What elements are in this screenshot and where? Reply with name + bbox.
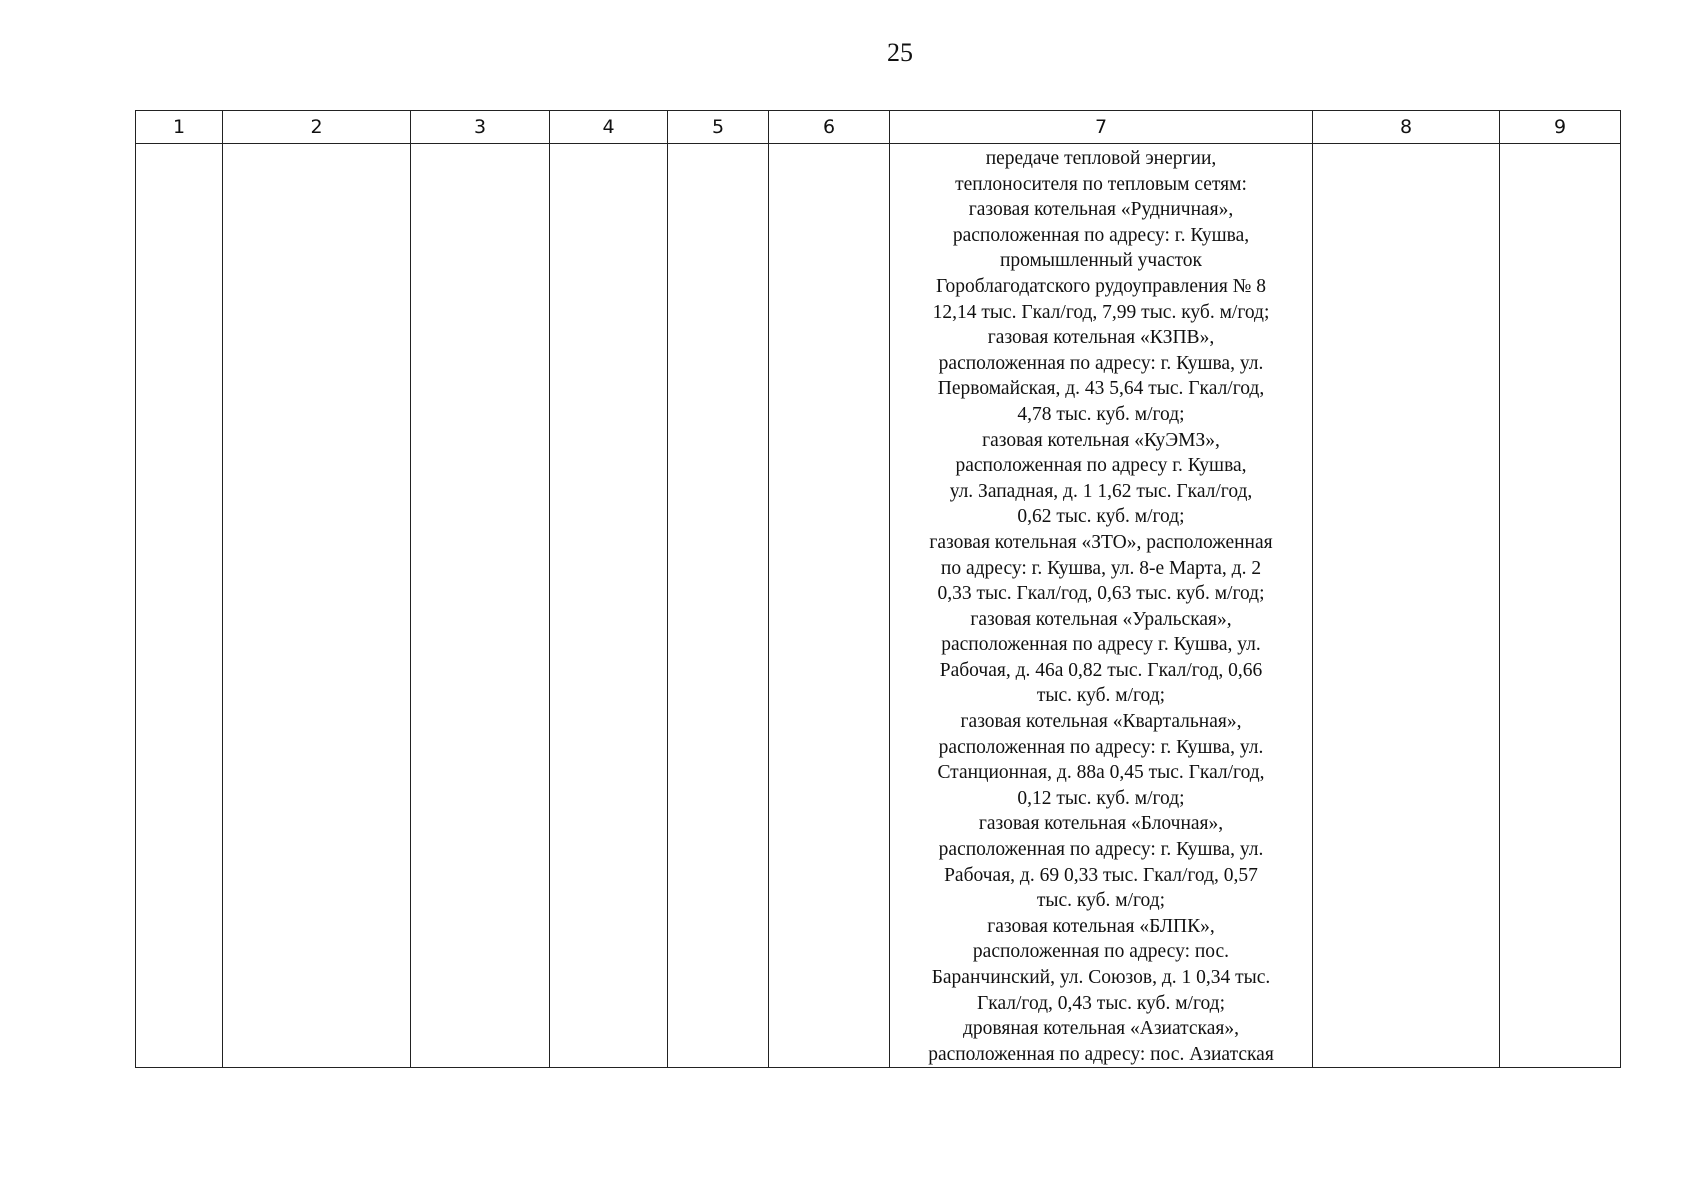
document-table [135, 110, 1621, 1068]
column-header-8: 8 [1313, 111, 1500, 144]
column-header-4: 4 [550, 111, 668, 144]
table-row [136, 144, 1621, 1068]
text-line: 0,12 тыс. куб. м/год; [1017, 787, 1185, 809]
text-line: Рабочая, д. 69 0,33 тыс. Гкал/год, 0,57 [944, 864, 1258, 886]
text-line: 12,14 тыс. Гкал/год, 7,99 тыс. куб. м/год; [932, 301, 1270, 323]
text-line: расположенная по адресу: пос. [972, 941, 1230, 963]
text-line: газовая котельная «БЛПК», [987, 915, 1215, 937]
column-header-5: 5 [668, 111, 769, 144]
text-line: газовая котельная «Уральская», [970, 608, 1232, 630]
table-cell-6 [769, 144, 890, 1068]
text-line: промышленный участок [999, 250, 1203, 272]
header-row [136, 111, 1621, 144]
column-header-2: 2 [223, 111, 411, 144]
text-line: газовая котельная «КуЭМЗ», [982, 429, 1220, 451]
boiler-list-text [890, 144, 1312, 1067]
text-line: Рабочая, д. 46а 0,82 тыс. Гкал/год, 0,66 [939, 659, 1263, 681]
text-line: тыс. куб. м/год; [1036, 890, 1166, 912]
text-line: расположенная по адресу: пос. Азиатская [928, 1043, 1274, 1065]
column-header-6: 6 [769, 111, 890, 144]
text-line: тыс. куб. м/год; [1036, 685, 1166, 707]
table-cell-8 [1313, 144, 1500, 1068]
text-line: расположенная по адресу г. Кушва, ул. [941, 634, 1261, 656]
text-line: ул. Западная, д. 1 1,62 тыс. Гкал/год, [949, 480, 1253, 502]
text-line: газовая котельная «ЗТО», расположенная [929, 531, 1273, 553]
text-line: 0,33 тыс. Гкал/год, 0,63 тыс. куб. м/год; [937, 583, 1265, 605]
text-line: газовая котельная «Рудничная», [968, 199, 1234, 221]
text-line: 0,62 тыс. куб. м/год; [1017, 506, 1185, 528]
column-header-1: 1 [136, 111, 223, 144]
table-cell-2 [223, 144, 411, 1068]
table-cell-4 [550, 144, 668, 1068]
page-number: 25 [887, 38, 913, 67]
table-cell-3 [411, 144, 550, 1068]
text-line: Станционная, д. 88а 0,45 тыс. Гкал/год, [937, 762, 1265, 784]
text-line: передаче тепловой энергии, [985, 148, 1217, 169]
text-line: Гороблагодатского рудоуправления № 8 [935, 275, 1266, 297]
text-line: теплоносителя по тепловым сетям: [955, 173, 1247, 195]
text-line: газовая котельная «Квартальная», [960, 711, 1242, 733]
text-line: расположенная по адресу г. Кушва, [955, 455, 1247, 477]
text-line: расположенная по адресу: г. Кушва, ул. [938, 352, 1264, 374]
text-line: газовая котельная «КЗПВ», [987, 327, 1215, 349]
text-line: по адресу: г. Кушва, ул. 8-е Марта, д. 2 [940, 557, 1262, 579]
text-line: расположенная по адресу: г. Кушва, [952, 224, 1250, 246]
text-line: Первомайская, д. 43 5,64 тыс. Гкал/год, [937, 378, 1265, 400]
table-cell-1 [136, 144, 223, 1068]
table-cell-9 [1500, 144, 1621, 1068]
text-line: дровяная котельная «Азиатская», [963, 1018, 1239, 1040]
table-cell-5 [668, 144, 769, 1068]
text-line: газовая котельная «Блочная», [978, 813, 1224, 835]
table-cell-7 [890, 144, 1313, 1068]
text-line: Баранчинский, ул. Союзов, д. 1 0,34 тыс. [931, 967, 1271, 988]
text-line: расположенная по адресу: г. Кушва, ул. [938, 736, 1264, 758]
text-line: 4,78 тыс. куб. м/год; [1017, 403, 1185, 425]
column-header-9: 9 [1500, 111, 1621, 144]
column-header-7: 7 [890, 111, 1313, 144]
text-line: расположенная по адресу: г. Кушва, ул. [938, 839, 1264, 861]
column-header-3: 3 [411, 111, 550, 144]
text-line: Гкал/год, 0,43 тыс. куб. м/год; [977, 992, 1225, 1014]
